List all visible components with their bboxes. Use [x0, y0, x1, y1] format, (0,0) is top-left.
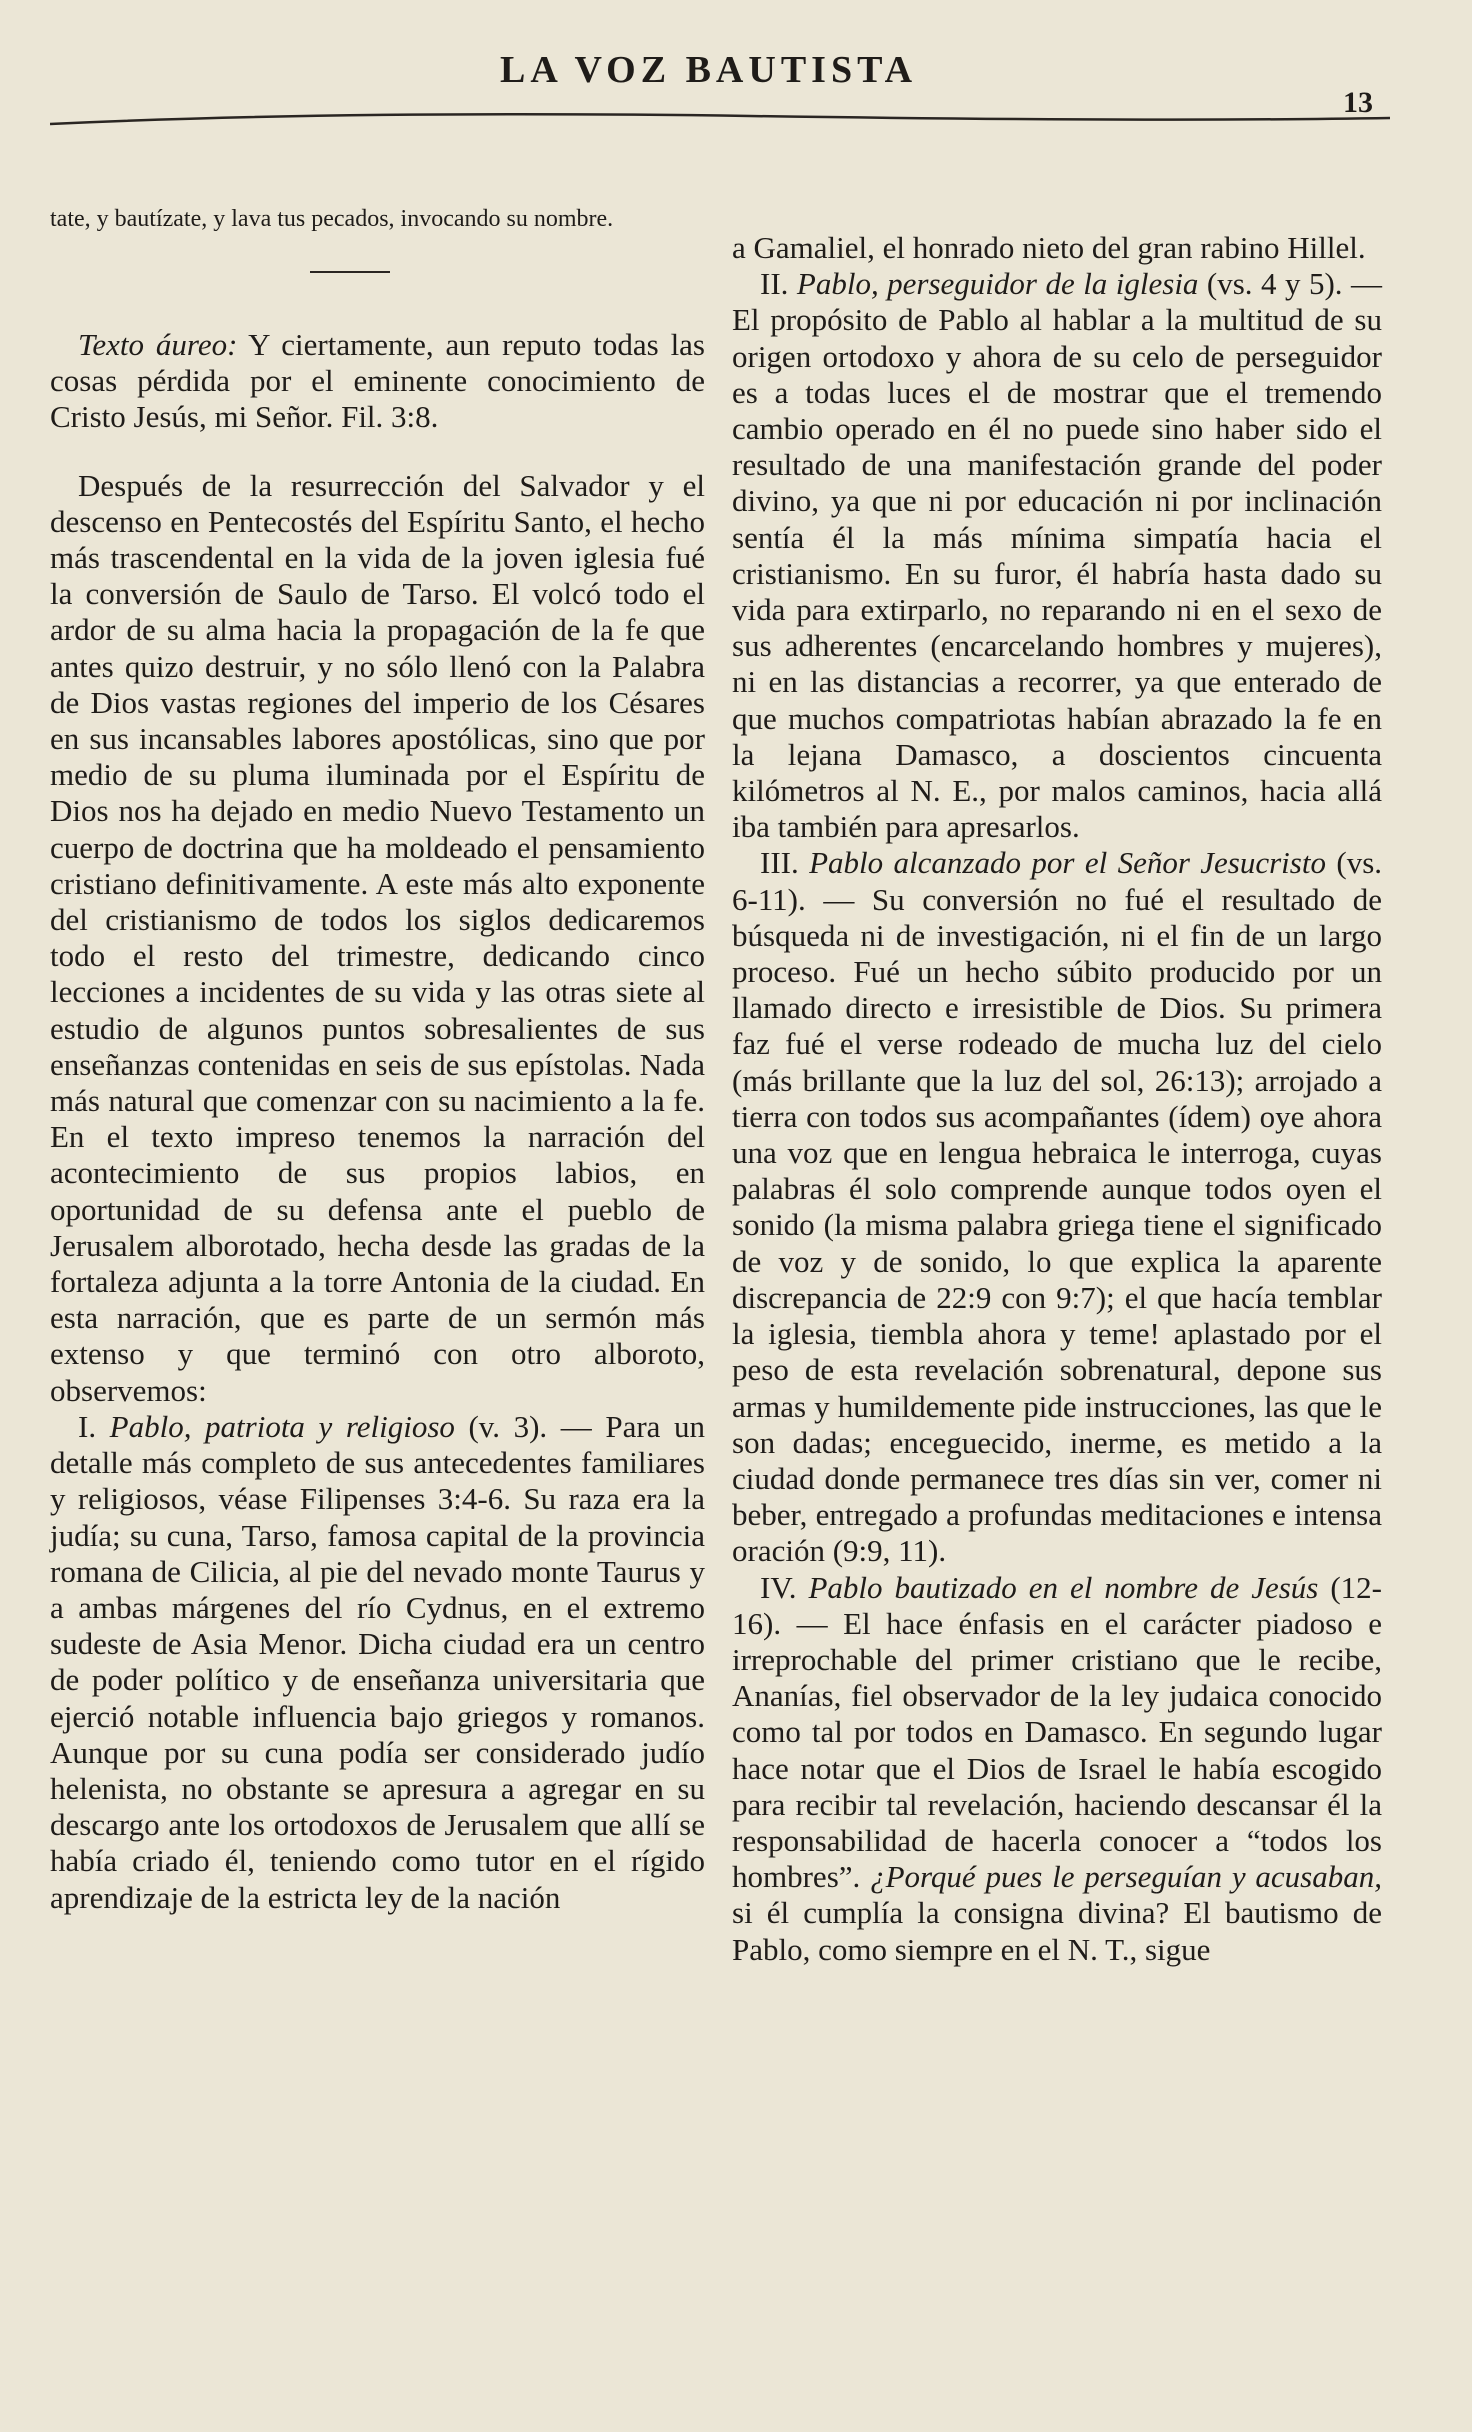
- section-2-ref: (vs. 4 y 5). —: [1198, 266, 1383, 302]
- section-3-text: Su conversión no fué el resultado de búsqueda ni de investigación, ni el fin de un largo proceso. Fué un hecho súbito producido por un llamado directo e irresistible de Dios. Su primera faz fué el verse rodeado de mucha luz del cielo (más brillante que la luz del sol, 26:13); arrojado a tierra con todos sus acompañantes (ídem) oye ahora una voz que en lengua hebraica le interroga, cuyas palabras él solo comprende aunque todos oyen el sonido (la misma palabra griega tiene el significado de voz y de sonido, lo que explica la aparente discrepancia de 22:9 con 9:7); el que hacía temblar la iglesia, tiembla ahora y teme! aplastado por el peso de esta revelación sobrenatural, depone sus armas y humildemente pide instrucciones, las que le son dadas; enceguecido, inerme, es metido a la ciudad donde permanece tres días sin ver, comer ni beber, entregado a profundas meditaciones e intensa oración (9:9, 11).: [732, 881, 1382, 1569]
- header-title: LA VOZ BAUTISTA: [500, 49, 918, 91]
- intro-paragraph: Después de la resurrección del Salvador y el descenso en Pentecostés del Espíritu Santo, el hecho más trascendental en la vida de la joven iglesia fué la conversión de Saulo de Tarso. El volcó todo el ardor de su alma hacia la propagación de la fe que antes quizo destruir, y no sólo llenó con la Palabra de Dios vastas regiones del imperio de los Césares en sus incansables labores apostólicas, sino que por medio de su pluma iluminada por el Espíritu de Dios nos ha dejado en medio Nuevo Testamento un cuerpo de doctrina que ha moldeado el pensamiento cristiano definitivamente. A este más alto exponente del cristianismo de todos los siglos dedicaremos todo el resto del trimestre, dedicando cinco lecciones a incidentes de su vida y las otras siete al estudio de algunos puntos sobresalientes de sus enseñanzas contenidas en seis de sus epístolas. Nada más natural que comenzar con su nacimiento a la fe. En el texto impreso tenemos la narración del acontecimiento de sus propios labios, en oportunidad de su defensa ante el pueblo de Jerusalem alborotado, hecha desde las gradas de la fortaleza adjunta a la torre Antonia de la ciudad. En esta narración, que es parte de un sermón más extenso y que terminó con otro alboroto, observemos:: [50, 467, 705, 1408]
- section-1-heading: Pablo, patriota y religioso: [109, 1408, 455, 1444]
- section-3-number: III.: [760, 845, 799, 881]
- opening-text: tate, y bautízate, y lava tus pecados, invocando su nombre.: [50, 206, 614, 232]
- section-4-ref: (12-16). —: [732, 1569, 1382, 1641]
- section-2-text: El propósito de Pablo al hablar a la multitud de su origen ortodoxo y ahora de su celo de perseguidor es a todas luces el de mostrar que el tremendo cambio operado en él no puede sino haber sido el resultado de una manifestación grande del poder divino, ya que ni por educación ni por inclinación sentía él la más mínima simpatía hacia el cristianismo. En su furor, él habría hasta dado su vida para extirparlo, no reparando ni en el sexo de sus adherentes (encarcelando hombres y mujeres), ni en las distancias a recorrer, ya que enterado de que muchos compatriotas habían abrazado la fe en la lejana Damasco, a doscientos cincuenta kilómetros al N. E., por malos caminos, hacia allá iba también para apresarlos.: [732, 302, 1382, 845]
- section-4: [732, 1570, 1382, 1968]
- page-number: 13: [1343, 86, 1373, 119]
- left-column: [50, 205, 705, 1916]
- section-4-heading: Pablo bautizado en el nombre de Jesús: [808, 1569, 1319, 1605]
- section-2: [732, 266, 1382, 845]
- section-divider: [310, 271, 390, 273]
- section-3: [732, 845, 1382, 1569]
- section-1-number: I.: [78, 1408, 97, 1444]
- section-1: [50, 1409, 705, 1916]
- header-rule: [50, 108, 1390, 126]
- section-4-quote: ¿Porqué pues le perseguían y acusaban,: [870, 1859, 1382, 1895]
- golden-text: [50, 327, 705, 436]
- section-2-heading: Pablo, perseguidor de la iglesia: [796, 266, 1199, 302]
- continuation-text: a Gamaliel, el honrado nieto del gran rabino Hillel.: [732, 230, 1366, 265]
- section-3-heading: Pablo alcanzado por el Señor Jesucristo: [809, 845, 1326, 881]
- section-1-ref: (v. 3). —: [454, 1408, 606, 1444]
- golden-text-label: Texto áureo:: [78, 327, 238, 362]
- section-4-text-b: si él cumplía la consigna divina? El bautismo de Pablo, como siempre en el N. T., sigue: [732, 1895, 1382, 1967]
- section-4-number: IV.: [760, 1569, 797, 1605]
- section-3-ref: (vs. 6-11). —: [732, 845, 1383, 917]
- section-2-number: II.: [760, 266, 789, 302]
- section-1-text: Para un detalle más completo de sus antecedentes familiares y religiosos, véase Filipenses 3:4-6. Su raza era la judía; su cuna, Tarso, famosa capital de la provincia romana de Cilicia, al pie del nevado monte Taurus y a ambas márgenes del río Cydnus, en el extremo sudeste de Asia Menor. Dicha ciudad era un centro de poder político y de enseñanza universitaria que ejerció notable influencia bajo griegos y romanos. Aunque por su cuna podía ser considerado judío helenista, no obstante se apresura a agregar en su descargo ante los ortodoxos de Jerusalem que allí se había criado él, teniendo como tutor en el rígido aprendizaje de la estricta ley de la nación: [50, 1408, 705, 1915]
- golden-text-body: Y ciertamente, aun reputo todas las cosas pérdida por el eminente conocimiento de Cristo Jesús, mi Señor. Fil. 3:8.: [50, 327, 705, 435]
- section-4-text-a: El hace énfasis en el carácter piadoso e irreprochable del primer cristiano que le recibe, Ananías, fiel observador de la ley judaica conocido como tal por todos en Damasco. En segundo lugar hace notar que el Dios de Israel le había escogido para recibir tal revelación, haciendo descansar él la responsabilidad de hacerla conocer a “todos los hombres”.: [732, 1605, 1382, 1895]
- right-column: [732, 230, 1382, 1968]
